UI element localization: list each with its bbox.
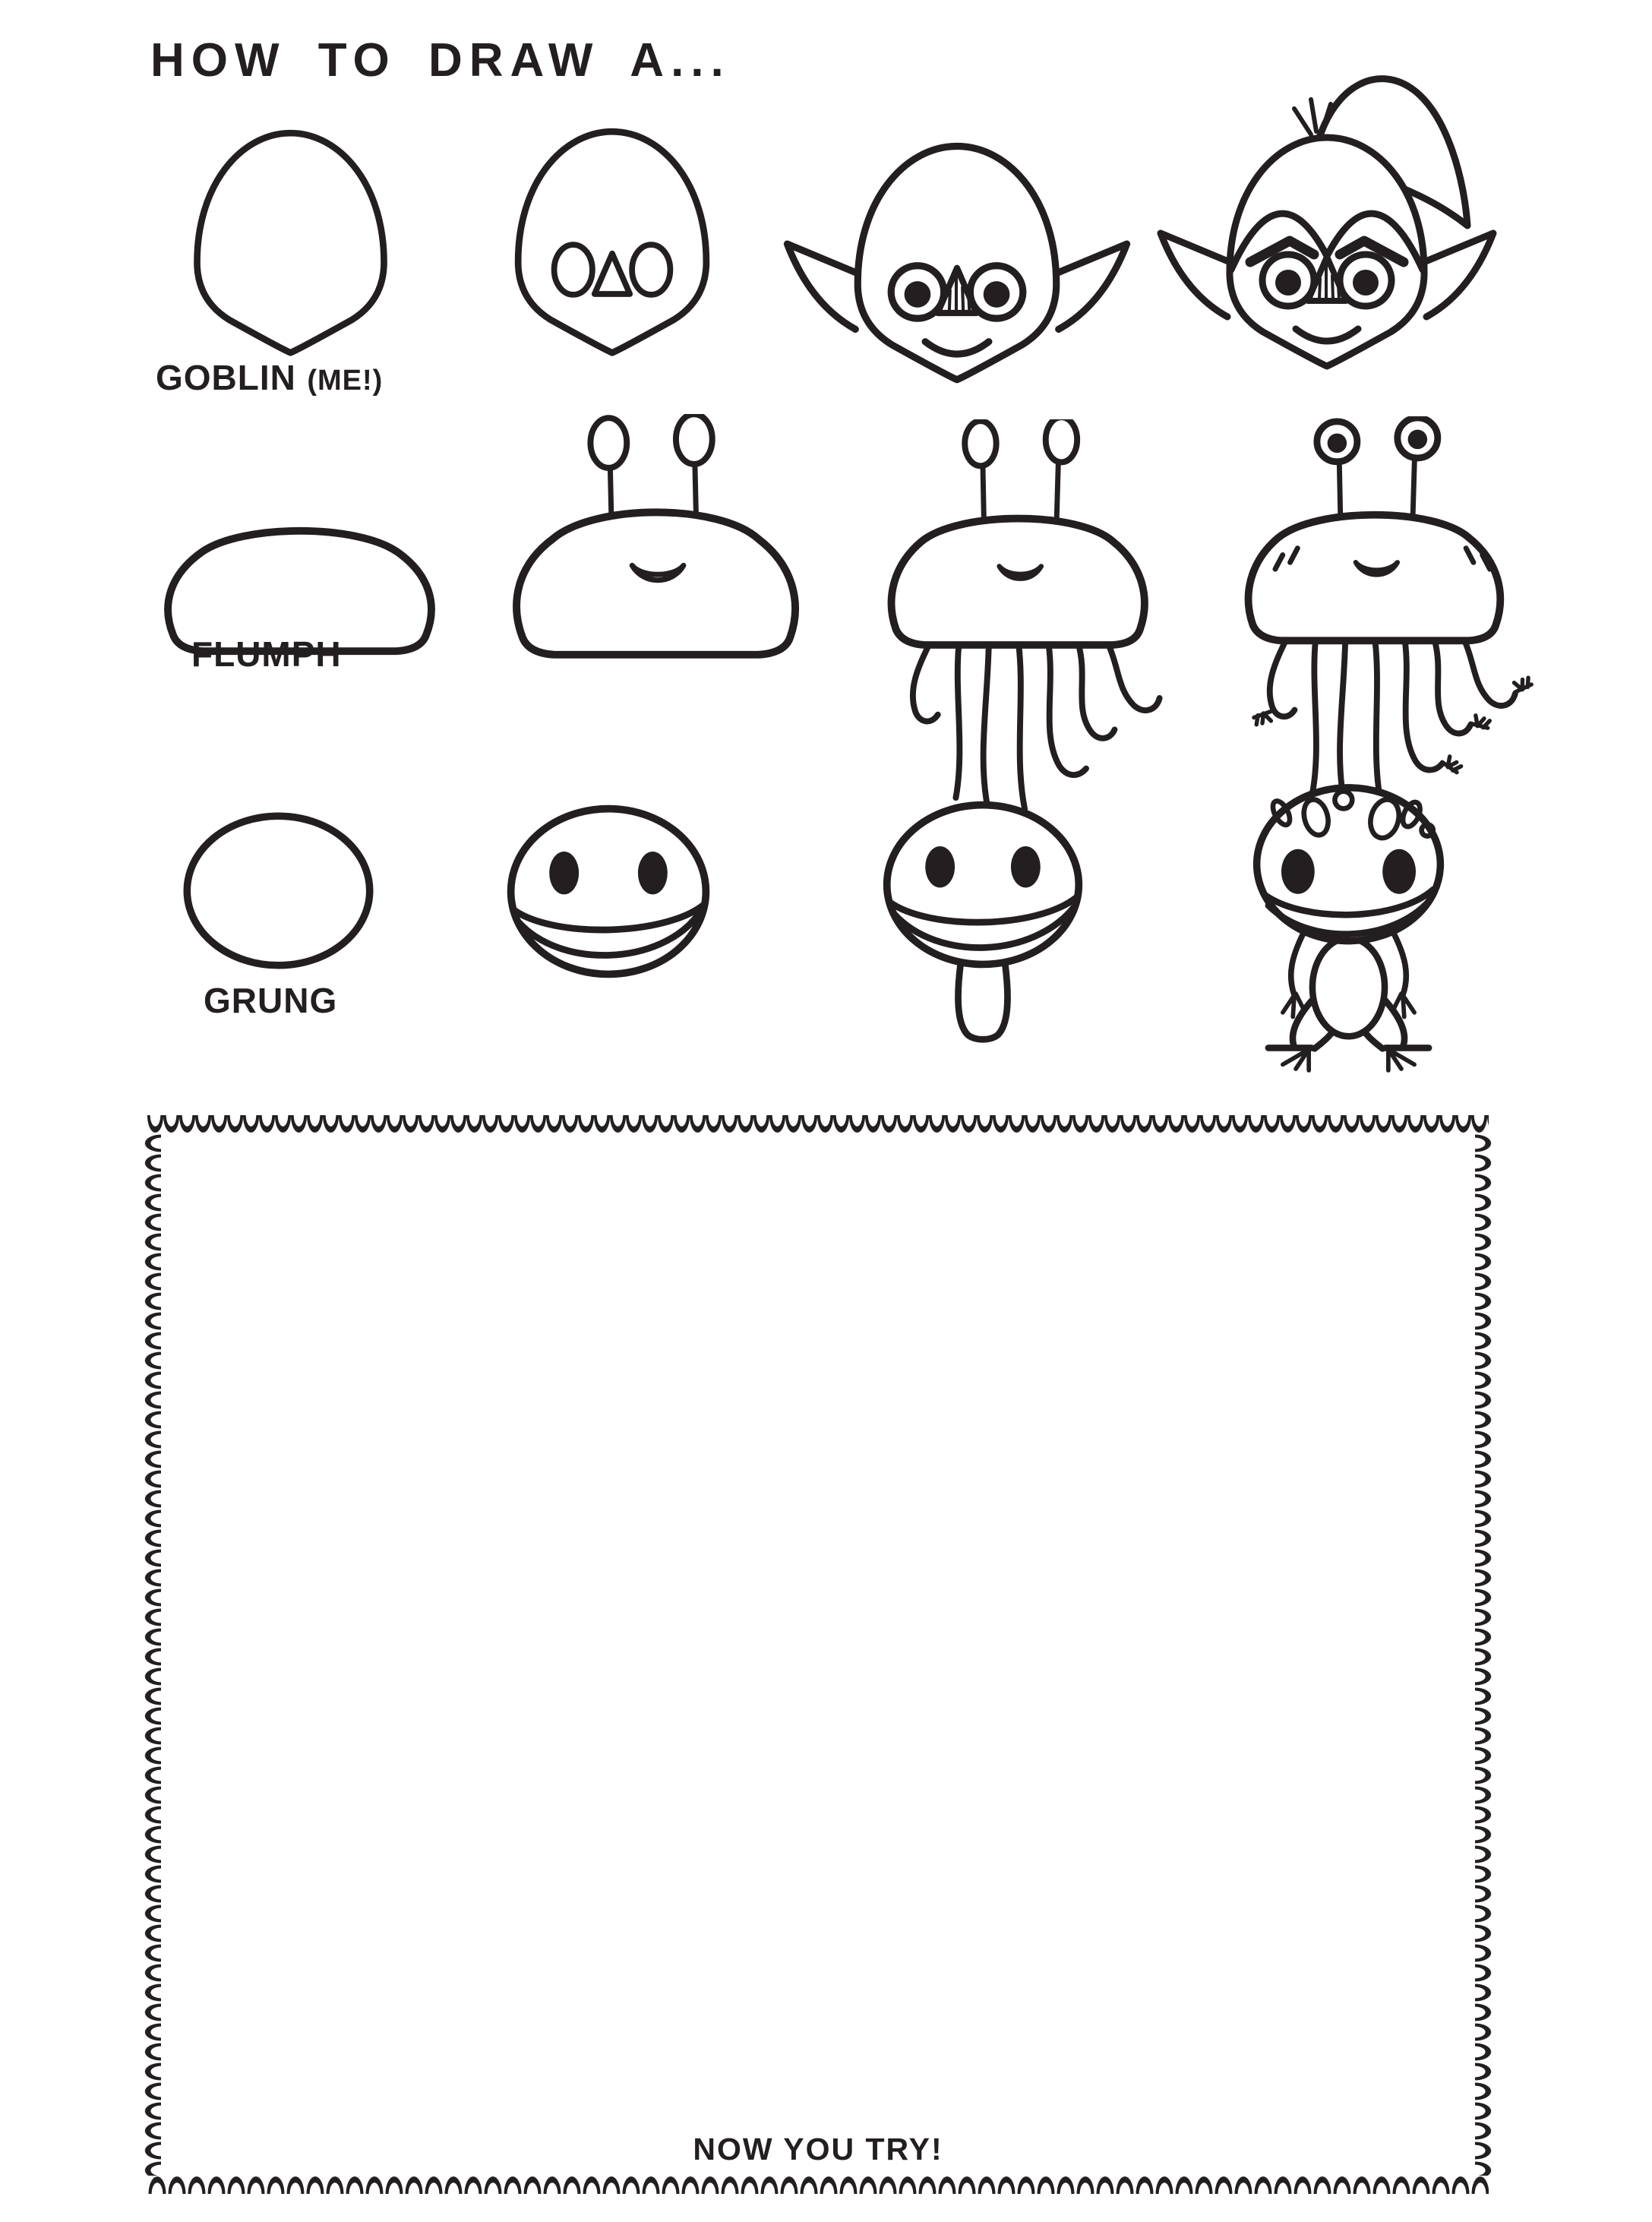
goblin-step2-drawing bbox=[472, 114, 752, 360]
flumph-label-name: FLUMPH bbox=[191, 634, 342, 674]
page-title: HOW TO DRAW A... bbox=[150, 34, 731, 87]
practice-box-border-top bbox=[147, 1115, 1489, 1138]
flumph-step3-tentacles-icon bbox=[870, 419, 1192, 817]
goblin-step1-drawing bbox=[152, 115, 429, 360]
grung-step2-drawing bbox=[497, 798, 719, 986]
grung-step1-oval-icon bbox=[173, 804, 384, 978]
grung-label bbox=[204, 980, 337, 1021]
grung-step1-drawing bbox=[173, 804, 384, 978]
practice-box-border-left bbox=[138, 1133, 161, 2176]
grung-step4-drawing bbox=[1237, 781, 1461, 1074]
flumph-step4-drawing bbox=[1227, 416, 1556, 811]
goblin-step1-head-outline-icon bbox=[152, 115, 429, 360]
goblin-label-name: GOBLIN bbox=[156, 358, 296, 397]
flumph-step2-eyestalks-icon bbox=[492, 414, 840, 660]
flumph-step3-drawing bbox=[870, 419, 1192, 817]
grung-step3-drawing bbox=[872, 795, 1094, 1053]
practice-box-border-right bbox=[1475, 1133, 1498, 2176]
goblin-step3-ears-eyes-icon bbox=[775, 128, 1139, 387]
now-you-try-label: NOW YOU TRY! bbox=[693, 2132, 943, 2167]
flumph-step2-drawing bbox=[492, 414, 840, 660]
flumph-step4-finished-icon bbox=[1227, 416, 1556, 811]
goblin-step2-face-start-icon bbox=[472, 114, 752, 360]
flumph-label bbox=[191, 634, 342, 675]
grung-step4-finished-icon bbox=[1237, 781, 1461, 1074]
grung-label-name: GRUNG bbox=[204, 981, 338, 1020]
goblin-label-suffix: (ME!) bbox=[307, 365, 384, 397]
goblin-step4-drawing bbox=[1148, 34, 1505, 372]
goblin-step4-finished-icon bbox=[1148, 34, 1505, 372]
grung-step3-body-icon bbox=[872, 795, 1094, 1053]
goblin-step3-drawing bbox=[775, 128, 1139, 387]
grung-step2-face-icon bbox=[497, 798, 719, 986]
goblin-label bbox=[156, 357, 383, 398]
practice-box bbox=[138, 1115, 1498, 2194]
practice-box-border-bottom bbox=[147, 2171, 1489, 2194]
